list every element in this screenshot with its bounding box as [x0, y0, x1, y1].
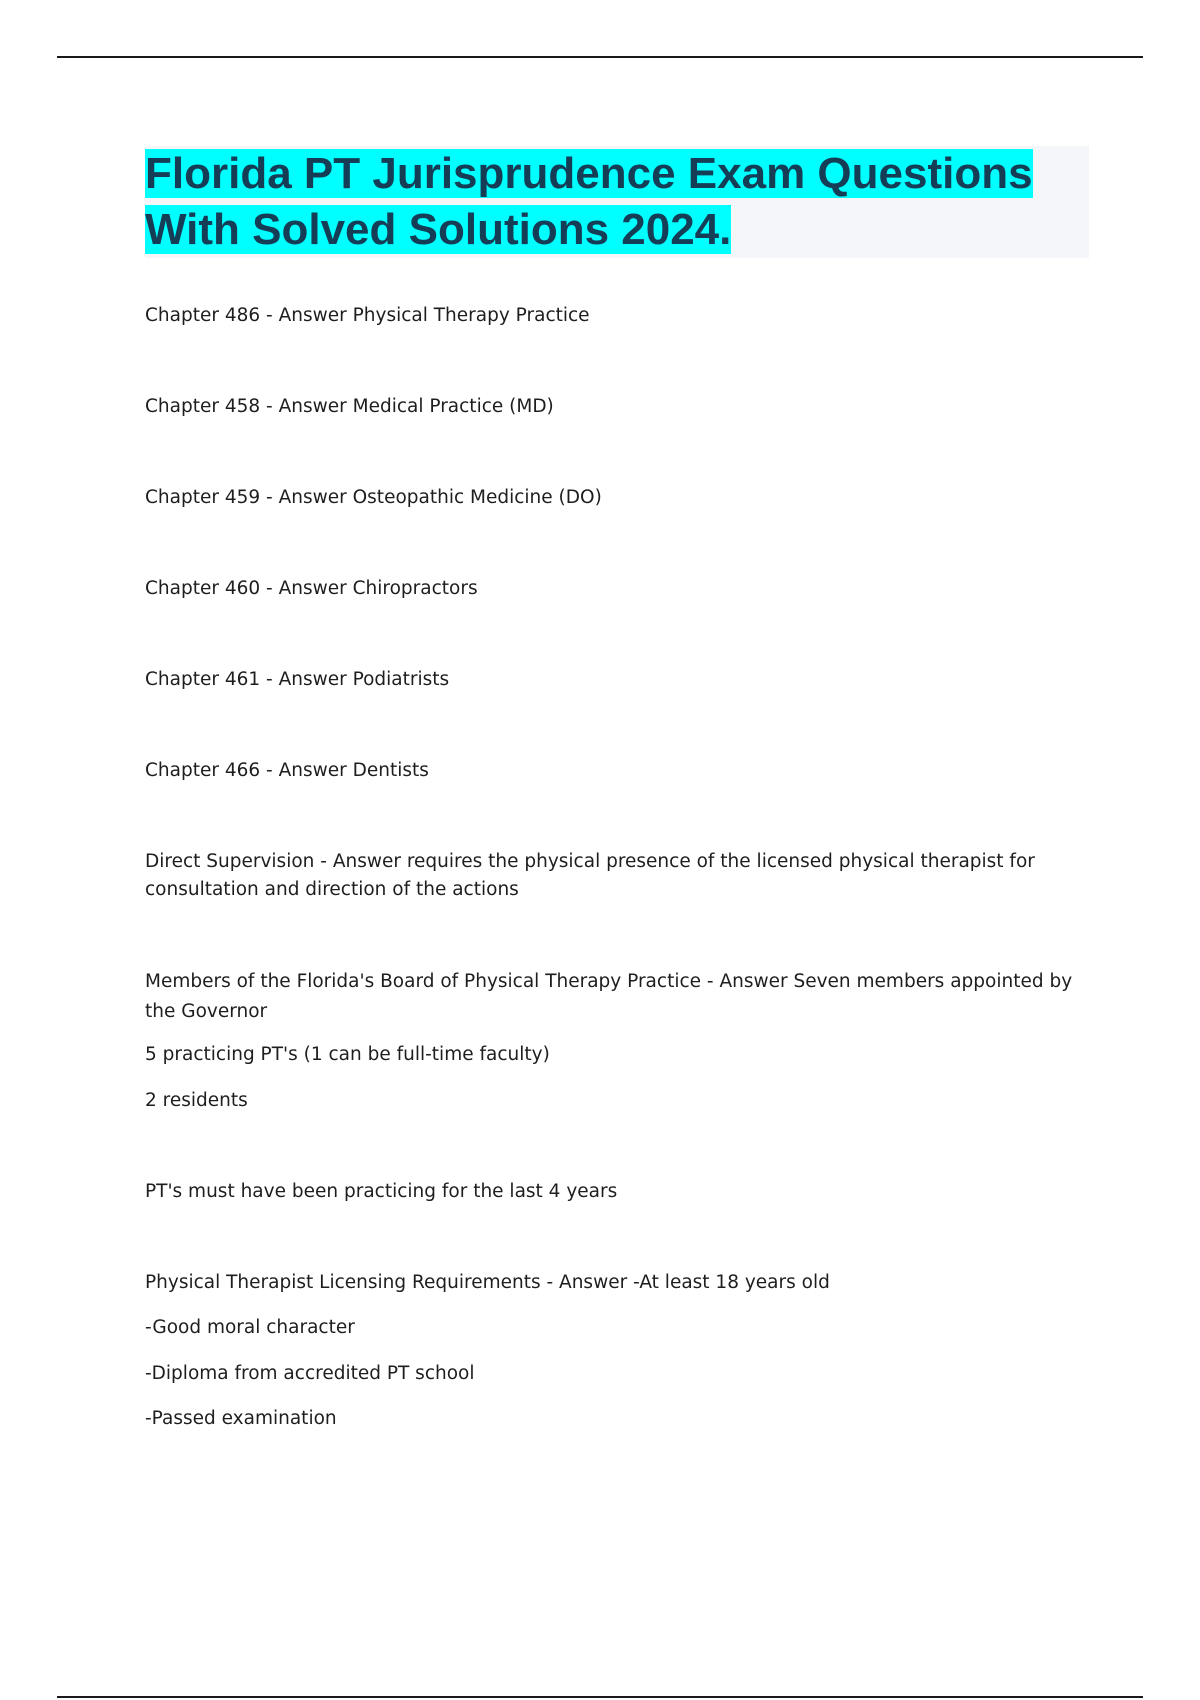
document-body	[145, 300, 1085, 1433]
qa-item-chapter-466: Chapter 466 - Answer Dentists	[145, 760, 429, 781]
qa-item-chapter-459: Chapter 459 - Answer Osteopathic Medicine (DO)	[145, 487, 602, 508]
board-detail-practice-years: PT's must have been practicing for the last 4 years	[145, 1181, 618, 1202]
licensing-req-diploma: -Diploma from accredited PT school	[145, 1363, 475, 1384]
board-detail-practicing-pts: 5 practicing PT's (1 can be full-time faculty)	[145, 1044, 550, 1065]
qa-item-chapter-461: Chapter 461 - Answer Podiatrists	[145, 669, 450, 690]
licensing-req-moral-character: -Good moral character	[145, 1317, 355, 1338]
document-title	[145, 146, 1089, 258]
licensing-req-examination: -Passed examination	[145, 1408, 337, 1429]
qa-item-chapter-486: Chapter 486 - Answer Physical Therapy Practice	[145, 305, 590, 326]
qa-item-board-members: Members of the Florida's Board of Physical Therapy Practice - Answer Seven members appointed by the Governor	[145, 971, 1073, 1022]
qa-item-chapter-458: Chapter 458 - Answer Medical Practice (MD)	[145, 396, 554, 417]
qa-item-chapter-460: Chapter 460 - Answer Chiropractors	[145, 578, 478, 599]
qa-item-licensing-requirements: Physical Therapist Licensing Requirements - Answer -At least 18 years old	[145, 1272, 830, 1293]
top-rule	[57, 56, 1143, 58]
qa-item-direct-supervision: Direct Supervision - Answer requires the physical presence of the licensed physical therapist for consultation and direction of the actions	[145, 851, 1035, 900]
bottom-rule	[57, 1696, 1143, 1698]
title-highlight: Florida PT Jurisprudence Exam Questions With Solved Solutions 2024.	[145, 149, 1033, 254]
title-block	[145, 146, 1089, 258]
board-detail-residents: 2 residents	[145, 1090, 248, 1111]
